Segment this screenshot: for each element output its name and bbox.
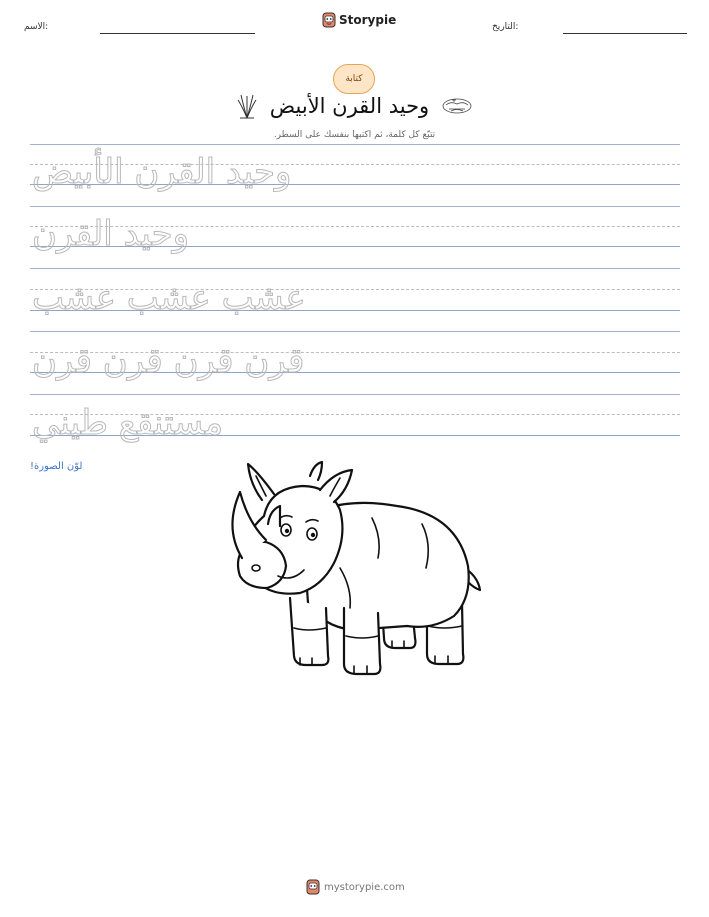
- title-row: [0, 92, 709, 120]
- color-prompt: لوّن الصورة!: [30, 461, 83, 472]
- tracing-word[interactable]: عشب عشب عشب: [32, 278, 306, 318]
- tracing-word[interactable]: وحيد القرن الأبيض: [32, 152, 292, 192]
- footer-site[interactable]: mystorypie.com: [324, 881, 405, 893]
- category-badge-label: كتابة: [345, 74, 363, 84]
- tracing-word[interactable]: وحيد القرن: [32, 214, 190, 254]
- top-line: [30, 394, 680, 395]
- storypie-mascot-icon: [322, 12, 336, 28]
- footer: [306, 879, 405, 895]
- date-label: التاريخ:: [492, 22, 519, 32]
- grass-icon: [236, 92, 258, 120]
- rhino-coloring-illustration[interactable]: [222, 458, 487, 683]
- savanna-landscape-icon: [441, 96, 473, 116]
- category-badge: [333, 64, 375, 94]
- page-title: وحيد القرن الأبيض: [269, 94, 430, 118]
- top-line: [30, 206, 680, 207]
- instructions: تتبّع كل كلمة، ثم اكتبها بنفسك على السطر.: [273, 130, 436, 140]
- brand-name: Storypie: [339, 13, 397, 27]
- brand-logo: [322, 12, 396, 28]
- top-line: [30, 144, 680, 145]
- tracing-word[interactable]: قرن قرن قرن قرن: [32, 341, 305, 381]
- tracing-word[interactable]: مستنقع طيني: [32, 403, 224, 443]
- top-line: [30, 268, 680, 269]
- name-label: الاسم:: [24, 22, 49, 32]
- storypie-mascot-icon: [306, 879, 320, 895]
- date-line[interactable]: [563, 33, 687, 34]
- top-line: [30, 331, 680, 332]
- name-line[interactable]: [100, 33, 255, 34]
